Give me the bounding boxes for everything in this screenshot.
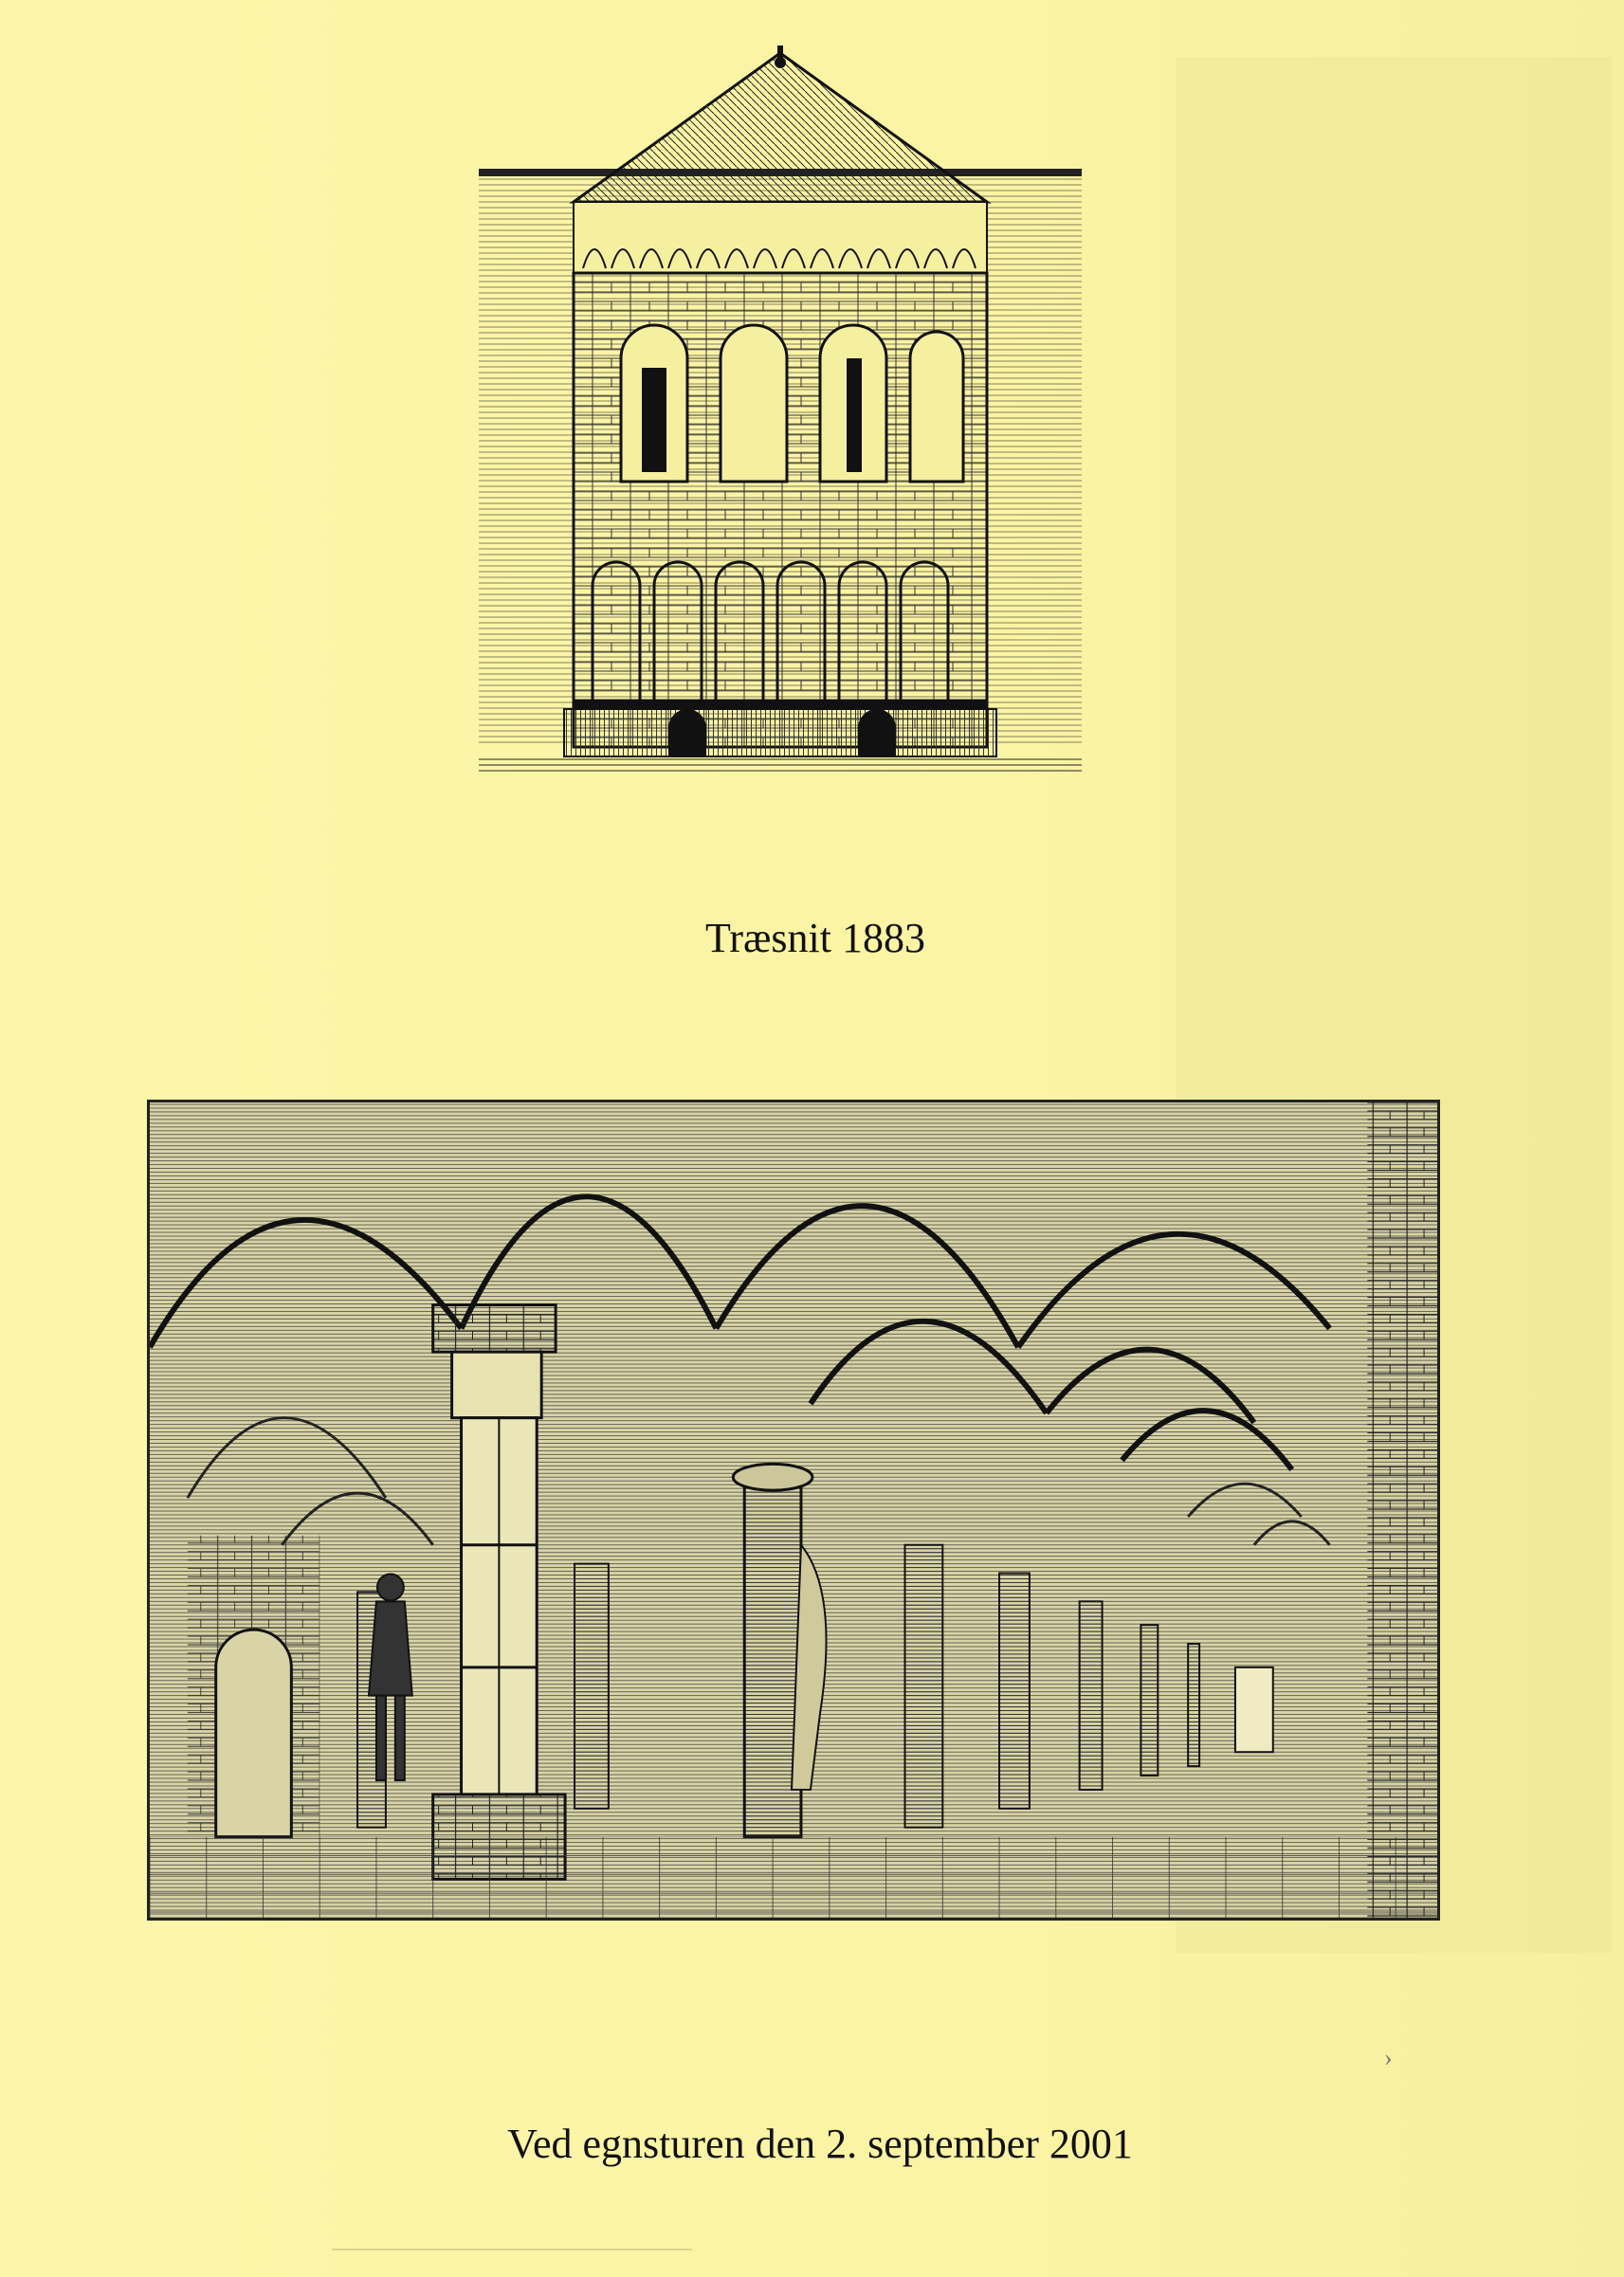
apse-woodcut-illustration: [479, 46, 1082, 774]
crypt-woodcut-illustration: [147, 1100, 1440, 1921]
excursion-caption: Ved egnsturen den 2. september 2001: [507, 2121, 1133, 2167]
woodcut-caption: Træsnit 1883: [705, 915, 925, 961]
margin-mark: ›: [1384, 2044, 1393, 2071]
footer-line: [332, 2249, 692, 2250]
